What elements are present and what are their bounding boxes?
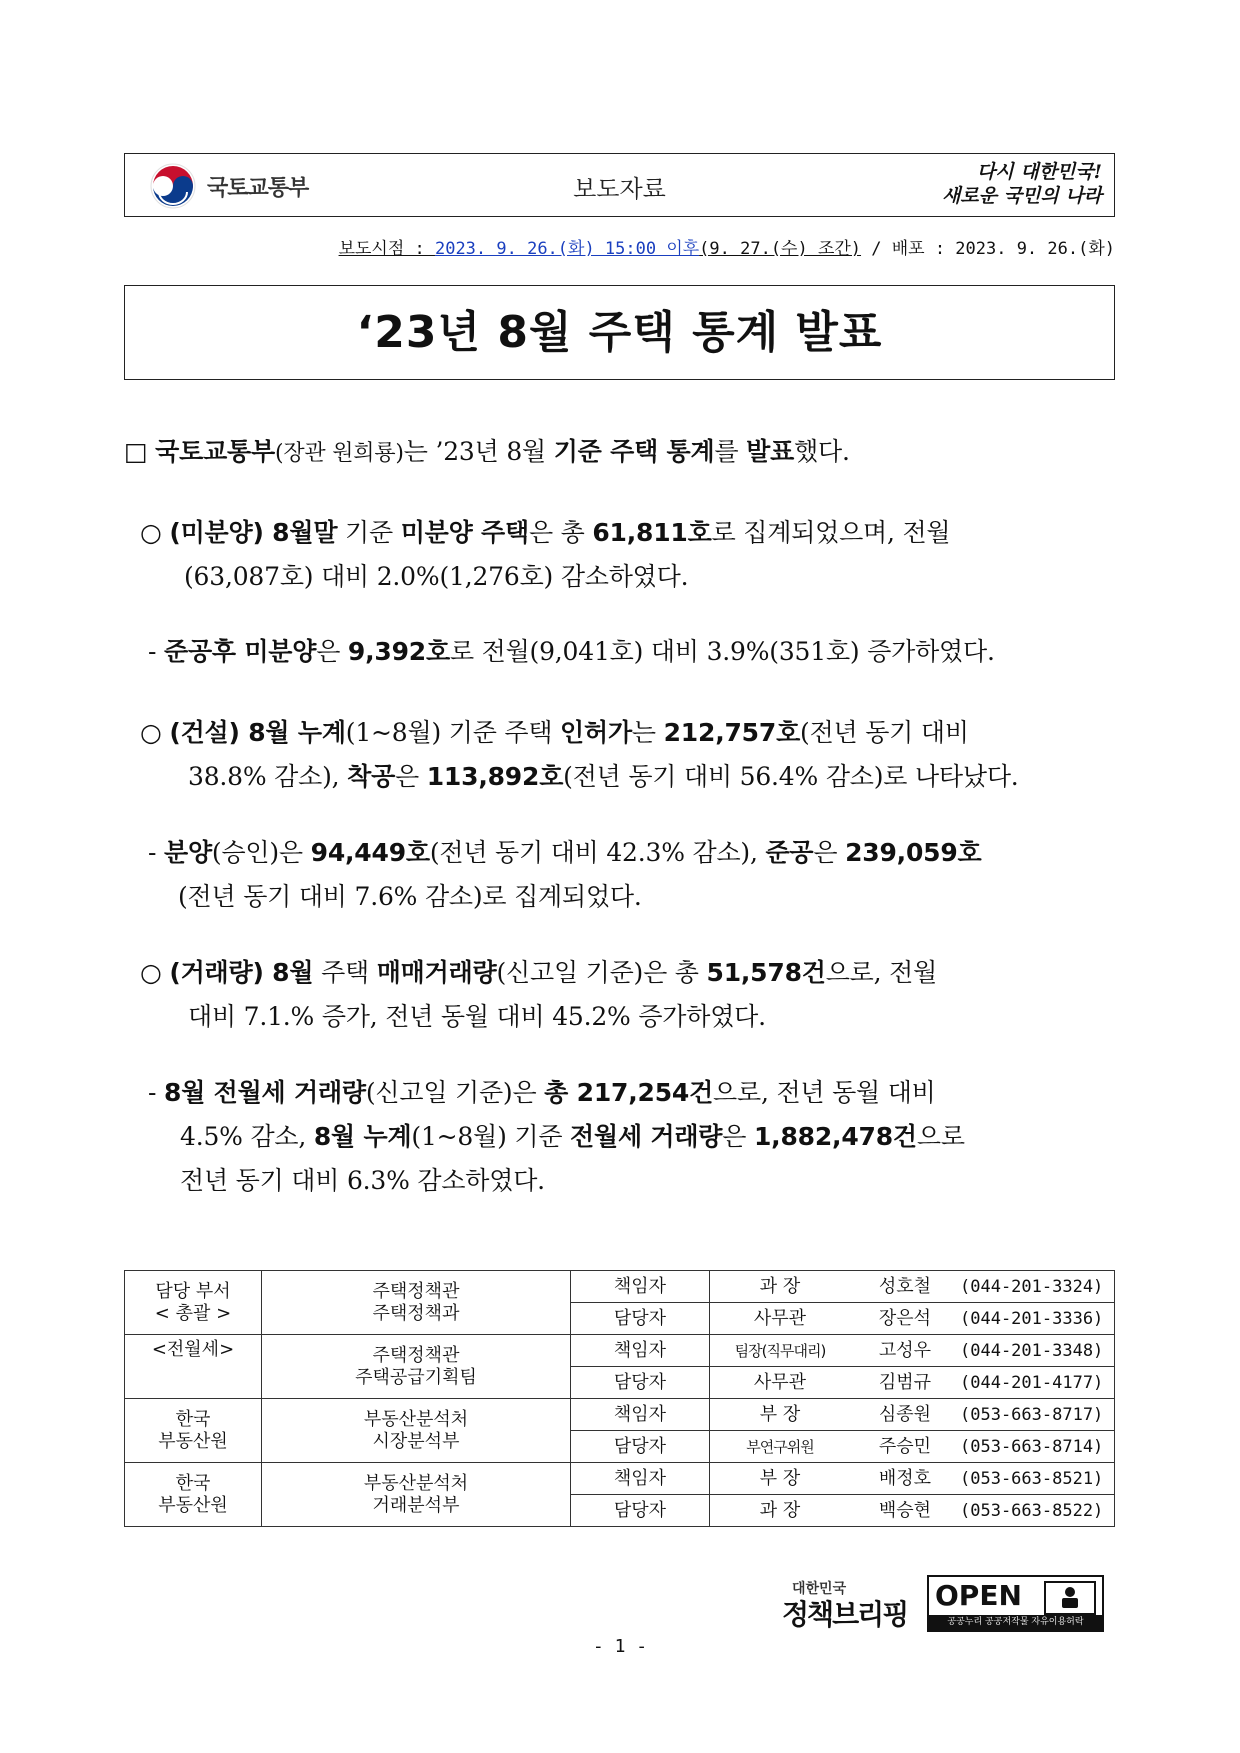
person-name: 장은석 [878, 1307, 932, 1329]
transactions-bold: 51,578건 [706, 958, 826, 987]
unsold-line-2: (63,087호) 대비 2.0%(1,276호) 감소하였다. [184, 562, 689, 591]
person-phone: (044-201-4177) [960, 1372, 1104, 1393]
person-cell [710, 1431, 1115, 1463]
person-phone: (053-663-8522) [960, 1500, 1104, 1521]
person-title: 부연구위원 [746, 1437, 814, 1456]
role-cell: 책임자 [571, 1463, 710, 1495]
division-line: 부동산분석처 [363, 1472, 469, 1494]
construction-bold: 113,892호 [426, 762, 564, 791]
dash-bullet: - [148, 637, 157, 666]
document-type: 보도자료 [573, 175, 666, 203]
circle-bullet: ○ [140, 958, 162, 987]
intro-ministry: 국토교통부 [155, 437, 275, 466]
embargo-label: 보도시점 : [338, 239, 435, 259]
embargo-paper: (9. 27.(수) 조간) [699, 239, 862, 259]
rental-bold: 8월 누계 [313, 1122, 412, 1151]
role-cell: 담당자 [571, 1367, 710, 1399]
distribution-date: / 배포 : 2023. 9. 26.(화) [861, 239, 1115, 259]
dept-cell [125, 1271, 262, 1335]
person-phone: (053-663-8521) [960, 1468, 1104, 1489]
construction-bold: 212,757호 [663, 718, 801, 747]
person-title: 과 장 [759, 1275, 801, 1297]
dash-bullet: - [148, 1078, 157, 1107]
construction-bold: (건설) 8월 누계 [169, 718, 346, 747]
rental-text: 으로 [916, 1122, 965, 1151]
construction-bold: 착공 [347, 762, 396, 791]
division-line: 거래분석부 [372, 1494, 460, 1516]
person-title: 사무관 [753, 1307, 807, 1329]
dept-cell [125, 1335, 262, 1399]
rental-text: 4.5% 감소, [180, 1122, 314, 1151]
dept-line: < 총괄 > [154, 1302, 232, 1324]
briefing-logo-top: 대한민국 [792, 1581, 847, 1597]
person-name: 고성우 [878, 1339, 932, 1361]
kogl-open-logo [927, 1575, 1104, 1632]
division-cell [262, 1271, 571, 1335]
rental-bold: 총 217,254건 [544, 1078, 714, 1107]
unsold-text: 로 집계되었으며, 전월 [711, 518, 951, 547]
role-cell: 책임자 [571, 1271, 710, 1303]
person-cell [710, 1271, 1115, 1303]
rental-text: (신고일 기준)은 [365, 1078, 545, 1107]
table-row [125, 1271, 1115, 1303]
dept-line: <전월세> [151, 1339, 235, 1360]
sales-text: (승인)은 [211, 838, 311, 867]
construction-bold: 인허가 [560, 718, 632, 747]
unsold-bold: 61,811호 [592, 518, 712, 547]
dept-line: 한국 [175, 1408, 211, 1430]
sales-bold: 준공 [765, 838, 814, 867]
transactions-bold: (거래량) 8월 [169, 958, 314, 987]
header-box [124, 153, 1115, 217]
division-line: 주택정책관 [372, 1280, 460, 1302]
person-title: 과 장 [759, 1499, 801, 1521]
slogan-line-2: 새로운 국민의 나라 [941, 185, 1102, 207]
transactions-text: 주택 [313, 958, 377, 987]
embargo-datetime: 2023. 9. 26.(화) 15:00 이후 [434, 239, 700, 259]
sales-text: (전년 동기 대비 42.3% 감소), [429, 838, 766, 867]
person-title: 부 장 [759, 1403, 801, 1425]
division-line: 시장분석부 [372, 1430, 460, 1452]
role-cell: 담당자 [571, 1495, 710, 1527]
transactions-text: 으로, 전월 [825, 958, 938, 987]
person-phone: (044-201-3336) [960, 1308, 1104, 1329]
transactions-bold: 매매거래량 [376, 958, 497, 987]
division-cell [262, 1335, 571, 1399]
intro-text: 했다. [794, 437, 850, 466]
division-line: 주택정책과 [372, 1302, 460, 1324]
attribution-person-icon [1044, 1581, 1096, 1615]
table-row [125, 1335, 1115, 1367]
intro-bold: 기준 주택 통계 [553, 437, 715, 466]
embargo-line [339, 234, 1115, 259]
intro-bold: 발표 [746, 437, 795, 466]
sales-bold: 94,449호 [310, 838, 430, 867]
rental-line-1 [148, 1077, 936, 1109]
person-name: 성호철 [878, 1275, 932, 1297]
rental-text: 으로, 전년 동월 대비 [713, 1078, 936, 1107]
person-title: 사무관 [753, 1371, 807, 1393]
transactions-text: (신고일 기준)은 총 [496, 958, 707, 987]
person-name: 김범규 [878, 1371, 932, 1393]
slogan [872, 160, 1102, 212]
rental-text: 은 [722, 1122, 754, 1151]
sales-line-2: (전년 동기 대비 7.6% 감소)로 집계되었다. [178, 882, 642, 911]
construction-text: 은 [395, 762, 427, 791]
division-cell [262, 1463, 571, 1527]
dept-cell [125, 1463, 262, 1527]
open-logo-word: OPEN [935, 1579, 1022, 1612]
person-phone: (044-201-3324) [960, 1276, 1104, 1297]
policy-briefing-logo [782, 1578, 922, 1640]
dept-line: 부동산원 [158, 1494, 228, 1516]
unsold-line-1 [140, 517, 950, 549]
open-logo-bar: 공공누리 공공저작물 자유이용허락 [929, 1615, 1102, 1630]
person-phone: (044-201-3348) [960, 1340, 1104, 1361]
division-line: 부동산분석처 [363, 1408, 469, 1430]
dept-line: 한국 [175, 1472, 211, 1494]
dept-line: 부동산원 [158, 1430, 228, 1452]
dept-line: 담당 부서 [155, 1280, 231, 1302]
dept-cell [125, 1399, 262, 1463]
role-cell: 책임자 [571, 1399, 710, 1431]
unsold-bold: 미분양 주택 [400, 518, 529, 547]
ministry-name: 국토교통부 [207, 176, 309, 201]
intro-text: 는 ’23년 8월 [403, 437, 554, 466]
rental-bold: 8월 전월세 거래량 [164, 1078, 366, 1107]
briefing-logo-main: 정책브리핑 [782, 1598, 908, 1631]
sales-bold: 분양 [164, 838, 212, 867]
person-phone: (053-663-8717) [960, 1404, 1104, 1425]
role-cell: 담당자 [571, 1431, 710, 1463]
person-name: 주승민 [878, 1435, 932, 1457]
person-cell [710, 1303, 1115, 1335]
completed-unsold-bold: 9,392호 [347, 637, 450, 666]
person-cell [710, 1399, 1115, 1431]
contact-table [124, 1270, 1115, 1527]
person-name: 백승현 [878, 1499, 932, 1521]
completed-unsold-text: 은 [316, 637, 348, 666]
person-title: 부 장 [759, 1467, 801, 1489]
rental-line-3: 전년 동기 대비 6.3% 감소하였다. [180, 1166, 545, 1195]
square-bullet: □ [124, 437, 148, 466]
person-cell [710, 1495, 1115, 1527]
sales-line-1 [148, 837, 982, 869]
unsold-text: 은 총 [528, 518, 593, 547]
transactions-line-1 [140, 957, 937, 989]
rental-line-2 [180, 1121, 965, 1153]
intro-minister: (장관 원희룡) [274, 441, 404, 466]
person-cell [710, 1463, 1115, 1495]
page-number: - 1 - [592, 1636, 648, 1657]
role-cell: 책임자 [571, 1335, 710, 1367]
construction-text: (전년 동기 대비 56.4% 감소)로 나타났다. [563, 762, 1019, 791]
completed-unsold-bold: 준공후 미분양 [164, 637, 317, 666]
construction-text: (1~8월) 기준 주택 [345, 718, 561, 747]
completed-unsold-text: 로 전월(9,041호) 대비 3.9%(351호) 증가하였다. [449, 637, 995, 666]
division-line: 주택공급기획팀 [355, 1366, 477, 1388]
division-cell [262, 1399, 571, 1463]
table-row [125, 1463, 1115, 1495]
person-cell [710, 1367, 1115, 1399]
table-row [125, 1399, 1115, 1431]
role-cell: 담당자 [571, 1303, 710, 1335]
division-line: 주택정책관 [372, 1344, 460, 1366]
intro-paragraph [124, 436, 850, 470]
construction-line-1 [140, 717, 969, 749]
construction-line-2 [188, 761, 1019, 793]
circle-bullet: ○ [140, 718, 162, 747]
construction-text: 38.8% 감소), [188, 762, 348, 791]
sales-text: 은 [813, 838, 846, 867]
person-cell [710, 1335, 1115, 1367]
intro-text: 를 [714, 437, 747, 466]
page-title: ‘23년 8월 주택 통계 발표 [356, 307, 883, 358]
circle-bullet: ○ [140, 518, 162, 547]
unsold-text: 기준 [337, 518, 401, 547]
rental-bold: 1,882,478건 [753, 1122, 917, 1151]
unsold-bold: (미분양) 8월말 [169, 518, 338, 547]
rental-text: (1~8월) 기준 [411, 1122, 571, 1151]
person-name: 심종원 [878, 1403, 932, 1425]
sales-bold: 239,059호 [845, 838, 982, 867]
person-title: 팀장(직무대리) [734, 1341, 826, 1360]
dash-bullet: - [148, 838, 157, 867]
person-name: 배정호 [878, 1467, 932, 1489]
construction-text: 는 [631, 718, 664, 747]
title-box [124, 285, 1115, 380]
person-phone: (053-663-8714) [960, 1436, 1104, 1457]
slogan-line-1: 다시 대한민국! [976, 161, 1102, 183]
completed-unsold-line [148, 636, 995, 668]
rental-bold: 전월세 거래량 [570, 1122, 723, 1151]
transactions-line-2: 대비 7.1.% 증가, 전년 동월 대비 45.2% 증가하였다. [188, 1002, 766, 1031]
construction-text: (전년 동기 대비 [800, 718, 969, 747]
